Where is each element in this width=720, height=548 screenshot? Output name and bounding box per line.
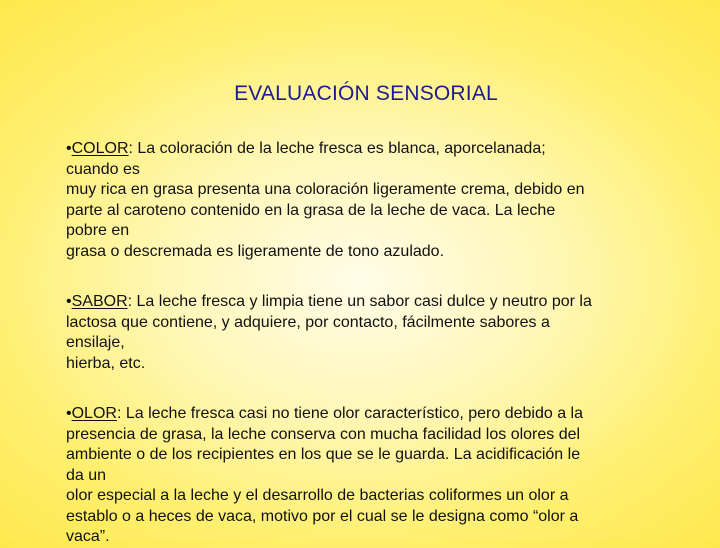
section-sabor (66, 292, 681, 374)
text-line (66, 292, 681, 313)
text-segment: : La coloración de la leche fresca es blanca, aporcelanada; (128, 140, 546, 157)
text-line: olor especial a la leche y el desarrollo de bacterias coliformes un olor a (66, 487, 569, 504)
text-segment: : La leche fresca casi no tiene olor característico, pero debido a la (116, 405, 583, 422)
text-segment: : La leche fresca y limpia tiene un sabor casi dulce y neutro por la (127, 293, 592, 310)
text-line: muy rica en grasa presenta una coloración ligeramente crema, debido en (66, 181, 585, 198)
slide-title: EVALUACIÓN SENSORIAL (234, 82, 498, 105)
text-line: lactosa que contiene, y adquiere, por contacto, fácilmente sabores a (66, 313, 550, 331)
text-line: establo o a heces de vaca, motivo por el cual se le designa como “olor a (66, 507, 579, 525)
slide-body (66, 139, 681, 548)
text-line (66, 139, 681, 160)
keyword-olor: OLOR (71, 405, 117, 422)
text-line: grasa o descremada es ligeramente de tono azulado. (66, 242, 445, 260)
bullet: • (66, 293, 72, 310)
bullet: • (66, 405, 72, 422)
text-line: pobre en (66, 222, 130, 239)
text-line: ensilaje, (66, 334, 125, 351)
text-line: presencia de grasa, la leche conserva con mucha facilidad los olores del (66, 425, 581, 443)
text-line: ambiente o de los recipientes en los que se le guarda. La acidificación le (66, 446, 581, 463)
section-color (66, 139, 681, 262)
text-line: cuando es (66, 160, 140, 178)
bullet: • (66, 140, 72, 157)
text-line: vaca”. (66, 528, 110, 545)
text-line: parte al caroteno contenido en la grasa de la leche de vaca. La leche (66, 201, 556, 219)
text-line: da un (66, 466, 107, 484)
text-line: hierba, etc. (66, 354, 146, 372)
text-line (66, 404, 681, 425)
section-olor (66, 404, 681, 548)
keyword-sabor: SABOR (71, 293, 128, 310)
keyword-color: COLOR (71, 140, 129, 157)
